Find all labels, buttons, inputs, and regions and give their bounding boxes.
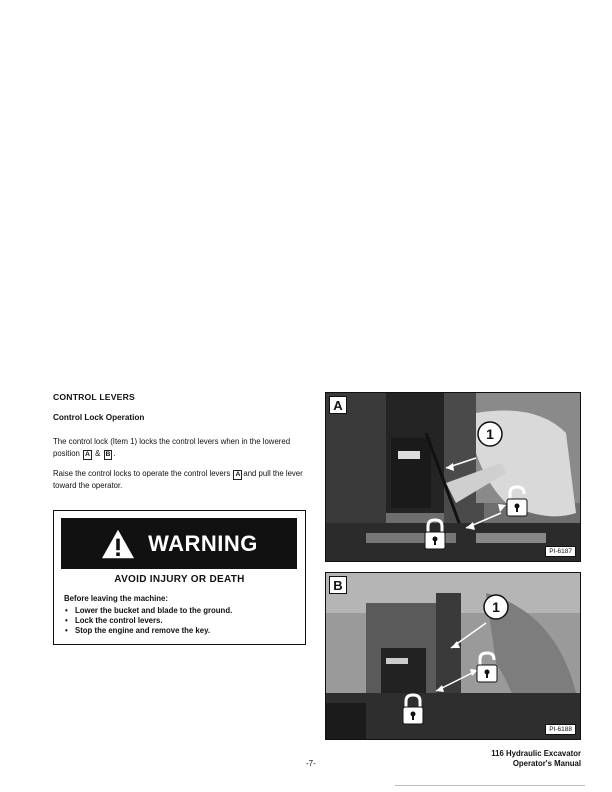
page-number: -7- <box>306 759 316 768</box>
list-item <box>64 606 232 616</box>
ampersand: & <box>95 449 101 458</box>
figure-letter: A <box>329 396 347 414</box>
figure-ref-a: A <box>85 451 90 458</box>
list-item-text: Lock the control levers. <box>75 616 163 626</box>
paragraph-end: . <box>113 449 116 458</box>
manual-title-line2: Operator's Manual <box>512 759 581 768</box>
bullet: • <box>65 626 68 636</box>
warning-headline: AVOID INJURY OR DEATH <box>114 574 245 585</box>
subsection-title: Control Lock Operation <box>53 413 145 422</box>
paragraph-text: The control lock (Item 1) locks the control levers when in the lowered position <box>53 437 291 458</box>
photo-code: PI-6187 <box>545 546 576 557</box>
list-item-text: Stop the engine and remove the key. <box>75 626 211 636</box>
warning-box <box>53 510 306 645</box>
locked-padlock-icon <box>424 518 446 550</box>
list-item <box>64 616 232 626</box>
photo-figure-b <box>325 572 581 740</box>
list-item <box>64 626 232 636</box>
photo-code: PI-6188 <box>545 724 576 735</box>
warning-intro: Before leaving the machine: <box>64 594 168 603</box>
callout-number: 1 <box>486 426 494 442</box>
bullet: • <box>65 606 68 615</box>
warning-list <box>64 606 232 637</box>
photo-figure-a <box>325 392 581 562</box>
control-lock-raised-photo <box>326 573 581 740</box>
callout-number: 1 <box>492 599 500 615</box>
figure-ref-b: B <box>105 451 111 458</box>
warning-signal-word: WARNING <box>148 530 258 556</box>
paragraph-control-lock <box>53 436 308 460</box>
paragraph-raise-locks <box>53 468 308 492</box>
warning-triangle-icon <box>100 528 136 560</box>
footer-divider <box>395 785 585 786</box>
list-item-text: Lower the bucket and blade to the ground. <box>75 606 233 615</box>
bullet: • <box>65 616 68 626</box>
section-title: CONTROL LEVERS <box>53 392 135 402</box>
figure-ref-a: A <box>235 471 241 478</box>
paragraph-text: and pull the lever toward the operator. <box>53 469 303 490</box>
locked-padlock-icon <box>402 693 424 725</box>
warning-header <box>61 518 297 569</box>
manual-title-line1: 116 Hydraulic Excavator <box>491 749 581 758</box>
manual-title <box>491 749 581 769</box>
unlocked-padlock-icon <box>476 651 498 683</box>
figure-letter: B <box>329 576 347 594</box>
control-lock-lowered-photo <box>326 393 581 562</box>
unlocked-padlock-icon <box>506 485 528 517</box>
paragraph-text: Raise the control locks to operate the control levers <box>53 469 231 478</box>
